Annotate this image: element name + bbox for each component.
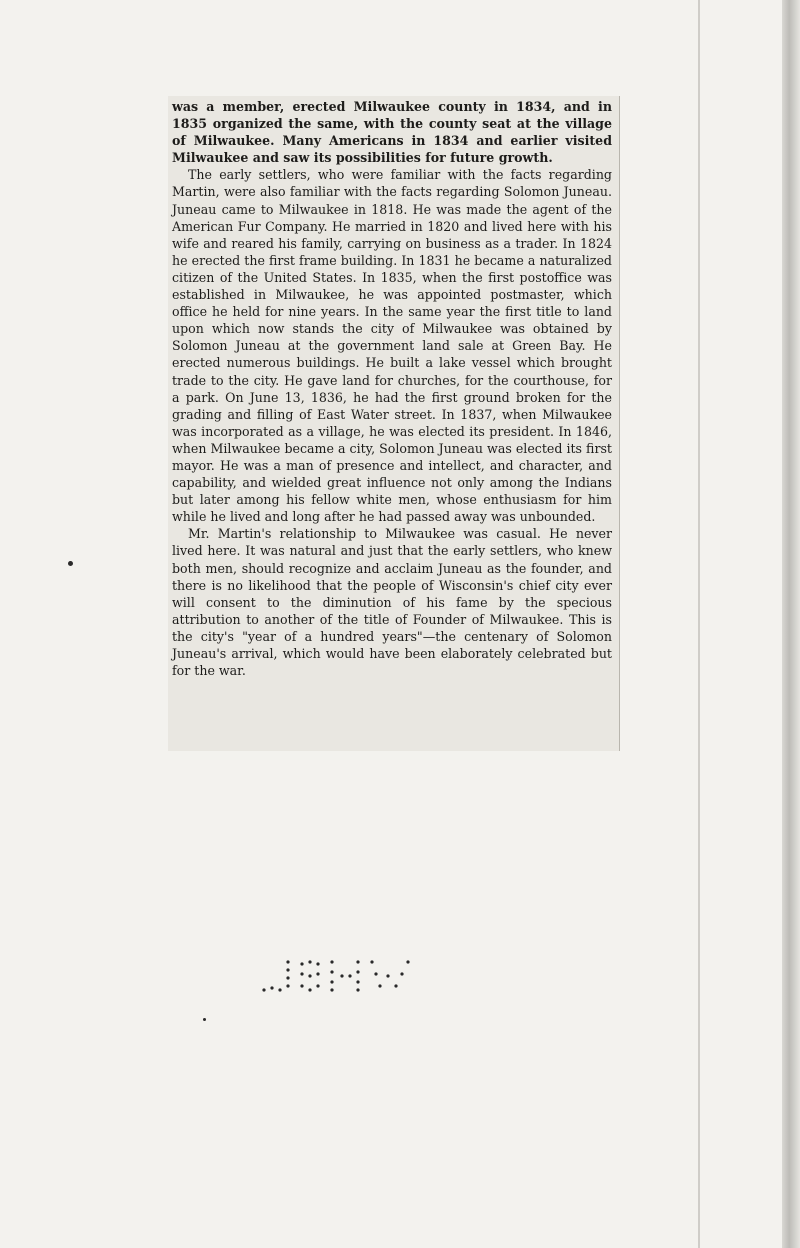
article-text	[172, 98, 612, 679]
page-edge	[782, 0, 800, 1248]
paragraph-2: The early settlers, who were familiar with the facts regarding Martin, were also familiar with the facts regarding Solomon Juneau. Juneau came to Milwaukee in 1818. He was made the agent of the American Fur Company. He married in 1820 and lived here with his wife and reared his family, carrying on business as a trader. In 1824 he erected the first frame building. In 1831 he became a naturalized citizen of the United States. In 1835, when the first postoffice was established in Milwaukee, he was appointed postmaster, which office he held for nine years. In the same year the first title to land upon which now stands the city of Milwaukee was obtained by Solomon Juneau at the government land sale at Green Bay. He erected numerous buildings. He built a lake vessel which brought trade to the city. He gave land for churches, for the courthouse, for a park. On June 13, 1836, he had the first ground broken for the grading and filling of East Water street. In 1837, when Milwaukee was incorporated as a village, he was elected its president. In 1846, when Milwaukee became a city, Solomon Juneau was elected its first mayor. He was a man of presence and intellect, and character, and capability, and wielded great influence not only among the Indians but later among his fellow white men, whose enthusiasm for him while he lived and long after he had passed away was unbounded.	[172, 167, 612, 525]
paragraph-3: Mr. Martin's relationship to Milwaukee was casual. He never lived here. It was natural and just that the early settlers, who knew both men, should recognize and acclaim Juneau as the founder, and there is no likelihood that the people of Wisconsin's chief city ever will consent to the diminution of his fame by the specious attribution to another of the title of Founder of Milwaukee. This is the city's "year of a hundred years"—the centenary of Solomon Juneau's arrival, which would have been elaborately celebrated but for the war.	[172, 526, 612, 679]
stray-mark	[203, 1018, 206, 1021]
paragraph-1: was a member, erected Milwaukee county in 1834, and in 1835 organized the same, with the county seat at the village of Milwaukee. Many Americans in 1834 and earlier visited Milwaukee and saw its possibilities for future growth.	[172, 99, 612, 166]
stray-mark	[68, 561, 73, 566]
perforated-stamp-mark	[262, 956, 422, 996]
page-fold-line	[698, 0, 700, 1248]
